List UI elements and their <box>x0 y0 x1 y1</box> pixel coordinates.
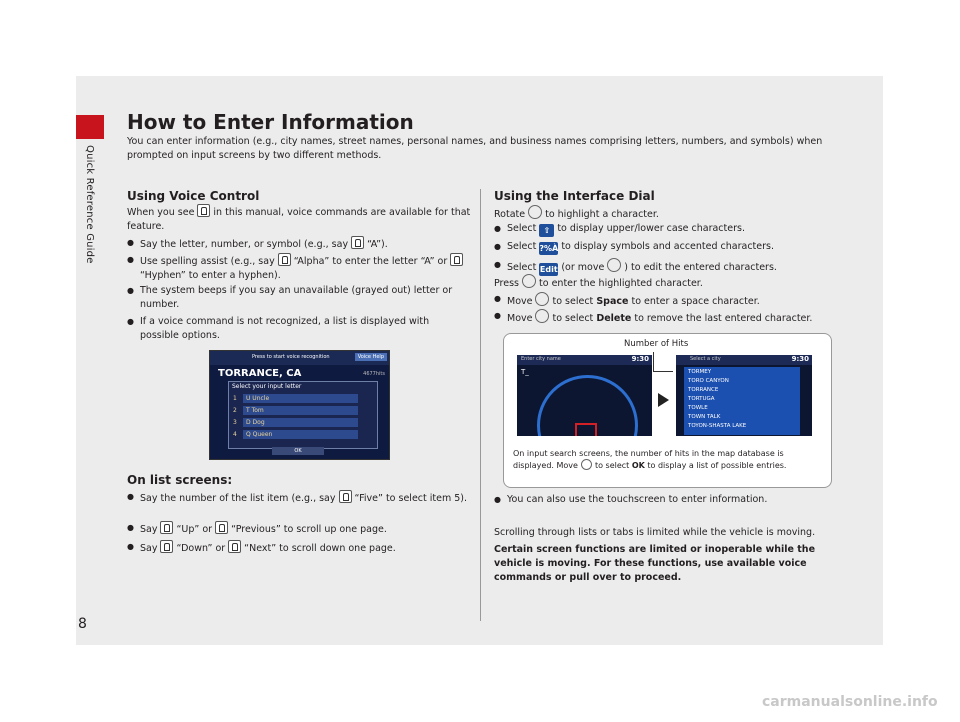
voice-command-icon <box>197 204 210 217</box>
dial-bullet-4: ● Move to select Space to enter a space character. <box>494 292 837 309</box>
city-list <box>684 367 800 435</box>
dial-press-icon <box>522 274 536 288</box>
list-screens-heading: On list screens: <box>127 473 233 487</box>
list-item: U Uncle <box>243 394 358 403</box>
warning-note: Certain screen functions are limited or inoperable while the vehicle is moving. For these functions, use available voice commands or pull over to proceed. <box>494 544 816 583</box>
list-bullet-3: ● Say “Down” or “Next” to scroll down one page. <box>127 540 470 556</box>
screen-time: 9:30 <box>791 355 809 363</box>
hits-caption: On input search screens, the number of hits in the map database is displayed. Move to select OK to display a list of possible entries. <box>513 449 787 470</box>
dial-right-icon <box>535 292 549 306</box>
list-bullet-2: ● Say “Up” or “Previous” to scroll up one page. <box>127 521 470 537</box>
screen-input: T_ <box>521 368 529 376</box>
list-item: TOYON-SHASTA LAKE <box>688 423 747 429</box>
rotate-dial-icon <box>528 205 542 219</box>
select-city-screen <box>676 355 812 436</box>
column-divider <box>480 189 481 621</box>
voice-command-icon <box>339 490 352 503</box>
enter-city-screen <box>517 355 652 436</box>
watermark: carmanualsonline.info <box>762 694 938 710</box>
sidebar-label: Quick Reference Guide <box>84 145 95 264</box>
screen-title: Enter city name <box>521 356 561 362</box>
hits-pointer <box>653 371 673 372</box>
voice-screen-hits: 4677hits <box>363 371 385 377</box>
list-item: TORRANCE <box>688 387 719 393</box>
dial-bullet-1: ● Select ⇧ to display upper/lower case characters. <box>494 222 837 237</box>
voice-bullet-2: ● Use spelling assist (e.g., say “Alpha” to enter the letter “A” or“Hyphen” to enter a hyphen). <box>127 253 470 283</box>
voice-command-icon <box>160 521 173 534</box>
list-item: TORTUGA <box>688 396 715 402</box>
hits-label: Number of Hits <box>624 339 689 349</box>
list-item: T Tom <box>243 406 358 415</box>
ok-highlight <box>575 423 597 436</box>
dial-rotate: Rotate to highlight a character. <box>494 205 659 222</box>
letter-select-title: Select your input letter <box>232 383 302 390</box>
voice-command-icon <box>351 236 364 249</box>
touch-bullet: ● You can also use the touchscreen to enter information. <box>494 493 837 507</box>
page-number: 8 <box>78 616 87 632</box>
section-tab-marker <box>76 115 104 139</box>
list-item: TOWN TALK <box>688 414 721 420</box>
voice-screen-image <box>209 350 390 460</box>
voice-intro: When you see in this manual, voice commands are available for that feature. <box>127 204 472 234</box>
list-item: TORMEY <box>688 369 712 375</box>
edit-icon: Edit <box>539 265 558 274</box>
dial-down-icon <box>581 459 592 470</box>
scroll-note: Scrolling through lists or tabs is limited while the vehicle is moving. <box>494 527 816 538</box>
voice-command-icon <box>160 540 173 553</box>
list-item-number: 4 <box>233 431 237 438</box>
ok-button: OK <box>272 447 324 455</box>
voice-command-icon <box>228 540 241 553</box>
dial-left-icon <box>535 309 549 323</box>
symbols-icon: ?%À <box>539 244 559 253</box>
screen-time: 9:30 <box>631 355 649 363</box>
list-item-number: 2 <box>233 407 237 414</box>
dial-press: Press to enter the highlighted character. <box>494 274 703 291</box>
voice-bullet-3: ● The system beeps if you say an unavailable (grayed out) letter or number. <box>127 284 470 312</box>
dial-heading: Using the Interface Dial <box>494 189 655 203</box>
letter-select-box <box>228 381 378 449</box>
list-item: Q Queen <box>243 430 358 439</box>
dial-up-icon <box>607 258 621 272</box>
voice-screen-prompt: Press to start voice recognition <box>252 354 330 360</box>
dial-bullet-3: ● Select Edit (or move ) to edit the entered characters. <box>494 258 837 276</box>
voice-screen-city: TORRANCE, CA <box>218 368 302 379</box>
hits-pointer <box>653 352 654 372</box>
list-item: TORO CANYON <box>688 378 729 384</box>
list-item-number: 1 <box>233 395 237 402</box>
list-bullet-1: ● Say the number of the list item (e.g., say “Five” to select item 5). <box>127 490 485 506</box>
case-toggle-icon: ⇧ <box>539 224 554 237</box>
page-title: How to Enter Information <box>127 110 414 134</box>
list-item-number: 3 <box>233 419 237 426</box>
list-item: TOWLE <box>688 405 708 411</box>
voice-command-icon <box>215 521 228 534</box>
dial-bullet-2: ● Select ?%À to display symbols and accented characters. <box>494 240 837 255</box>
screen-title: Select a city <box>690 356 721 362</box>
intro-text: You can enter information (e.g., city names, street names, personal names, and business names comprising letters, numbers, and symbols) when prompted on input screens by two different methods. <box>127 136 823 161</box>
voice-help-button: Voice Help <box>355 353 387 361</box>
voice-command-icon <box>450 253 463 266</box>
voice-command-icon <box>278 253 291 266</box>
arrow-right-icon <box>658 393 669 407</box>
voice-bullet-4: ● If a voice command is not recognized, a list is displayed with possible options. <box>127 315 470 343</box>
voice-heading: Using Voice Control <box>127 189 260 203</box>
list-item: D Dog <box>243 418 358 427</box>
voice-bullet-1: ● Say the letter, number, or symbol (e.g., say “A”). <box>127 236 470 252</box>
dial-bullet-5: ● Move to select Delete to remove the last entered character. <box>494 309 837 326</box>
